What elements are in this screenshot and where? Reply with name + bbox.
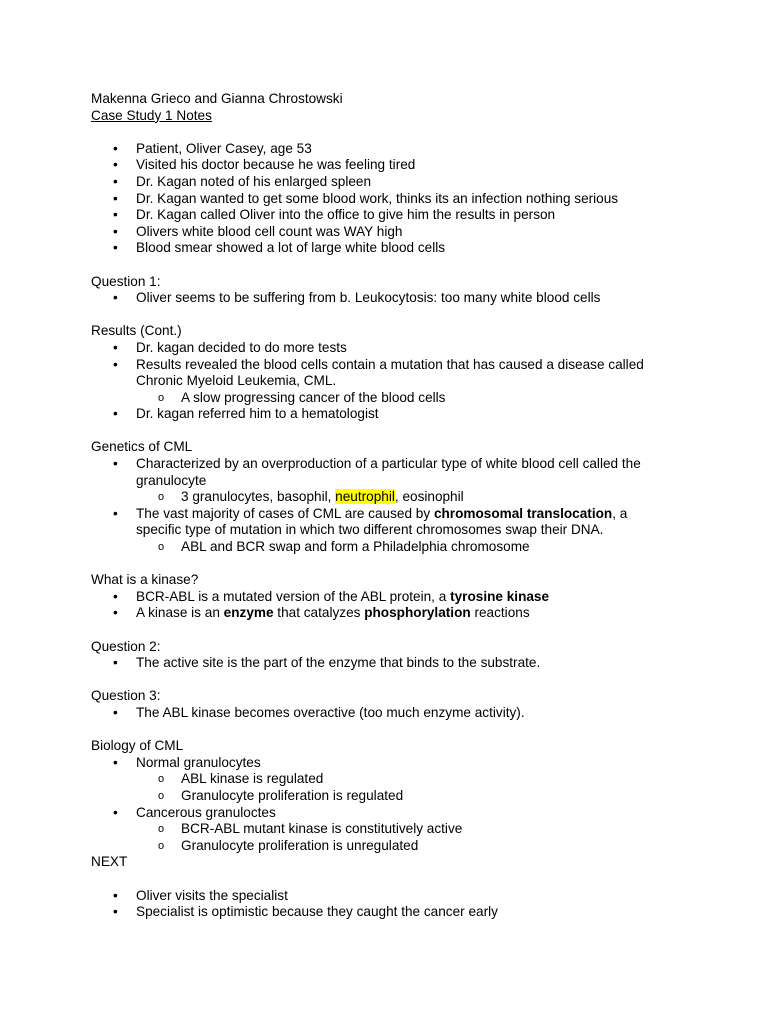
section-heading-question-1: Question 1: [91,273,161,289]
sub-list-item: o Granulocyte proliferation is regulated [158,787,404,803]
hollow-bullet-icon: o [158,541,165,554]
hollow-bullet-icon: o [158,789,165,802]
bullet-icon: • [113,190,118,206]
sub-list-item: o A slow progressing cancer of the blood cells [158,389,446,405]
bullet-icon: • [113,804,118,820]
list-item: • Oliver visits the specialist [113,887,288,903]
bullet-icon: • [113,588,118,604]
bullet-icon: • [113,456,118,472]
sub-list-item: o ABL kinase is regulated [158,771,324,787]
list-item: • Results revealed the blood cells contain a mutation that has caused a disease called Chronic Myeloid Leukemia, CML. [113,356,644,389]
hollow-bullet-icon: o [158,839,165,852]
hollow-bullet-icon: o [158,773,165,786]
bullet-icon: • [113,904,118,920]
bullet-icon: • [113,406,118,422]
document-title: Case Study 1 Notes [91,107,212,123]
sub-list-item: o ABL and BCR swap and form a Philadelphia chromosome [158,539,530,555]
list-item: • Cancerous granuloctes [113,804,276,820]
list-item: • Patient, Oliver Casey, age 53 [113,140,312,156]
bold-term: tyrosine kinase [450,588,550,604]
section-heading-next: NEXT [91,854,128,870]
sub-list-item: o 3 granulocytes, basophil, neutrophil, eosinophil [158,489,464,505]
section-heading-question-3: Question 3: [91,688,161,704]
bullet-icon: • [113,605,118,621]
next-list [91,888,691,921]
biology-list [91,755,691,855]
list-item: • The ABL kinase becomes overactive (too much enzyme activity). [113,704,525,720]
bullet-icon: • [113,655,118,671]
section-heading-results: Results (Cont.) [91,323,182,339]
highlighted-term: neutrophil [335,489,395,505]
hollow-bullet-icon: o [158,391,165,404]
bullet-icon: • [113,754,118,770]
sub-list-item: o BCR-ABL mutant kinase is constitutively active [158,821,463,837]
hollow-bullet-icon: o [158,491,165,504]
bold-term: phosphorylation [364,605,471,621]
list-item: • Normal granulocytes [113,754,261,770]
bold-term: chromosomal translocation [433,505,613,521]
list-item: • Blood smear showed a lot of large white blood cells [113,240,446,256]
question-2-list [91,655,691,672]
results-list [91,340,691,423]
bullet-icon: • [113,140,118,156]
kinase-list [91,589,691,622]
question-3-list [91,705,691,722]
list-item: • Olivers white blood cell count was WAY high [113,223,403,239]
section-heading-genetics: Genetics of CML [91,439,193,455]
list-item: • Characterized by an overproduction of a particular type of white blood cell called the granulocyte [113,456,641,488]
document-page [91,91,691,921]
list-item: • Specialist is optimistic because they caught the cancer early [113,904,498,920]
section-heading-question-2: Question 2: [91,638,161,654]
list-item: • Oliver seems to be suffering from b. Leukocytosis: too many white blood cells [113,290,601,306]
authors-line: Makenna Grieco and Gianna Chrostowski [91,91,343,106]
bullet-icon: • [113,207,118,223]
list-item: • Dr. Kagan noted of his enlarged spleen [113,173,372,189]
bullet-icon: • [113,223,118,239]
bullet-icon: • [113,505,118,521]
bullet-icon: • [113,339,118,355]
sub-list-item: o Granulocyte proliferation is unregulated [158,837,419,853]
list-item: • BCR-ABL is a mutated version of the ABL protein, a tyrosine kinase [113,588,550,604]
list-item: • Dr. Kagan called Oliver into the office to give him the results in person [113,207,556,223]
bullet-icon: • [113,173,118,189]
bullet-icon: • [113,157,118,173]
section-heading-kinase: What is a kinase? [91,572,199,588]
bullet-icon: • [113,356,118,372]
question-1-list [91,290,691,307]
list-item: • Dr. kagan decided to do more tests [113,339,347,355]
bullet-icon: • [113,290,118,306]
list-item: • A kinase is an enzyme that catalyzes phosphorylation reactions [113,605,530,621]
bullet-icon: • [113,240,118,256]
list-item: • The active site is the part of the enzyme that binds to the substrate. [113,655,541,671]
section-heading-biology: Biology of CML [91,738,184,754]
list-item: • The vast majority of cases of CML are caused by chromosomal translocation, a specific type of mutation in which two different chromosomes swap their DNA. [113,505,628,538]
genetics-list [91,456,691,556]
list-item: • Visited his doctor because he was feeling tired [113,157,416,173]
list-item: • Dr. kagan referred him to a hematologist [113,406,379,422]
bullet-icon: • [113,887,118,903]
intro-list [91,141,691,257]
bold-term: enzyme [223,605,274,621]
hollow-bullet-icon: o [158,823,165,836]
list-item: • Dr. Kagan wanted to get some blood work, thinks its an infection nothing serious [113,190,619,206]
bullet-icon: • [113,704,118,720]
